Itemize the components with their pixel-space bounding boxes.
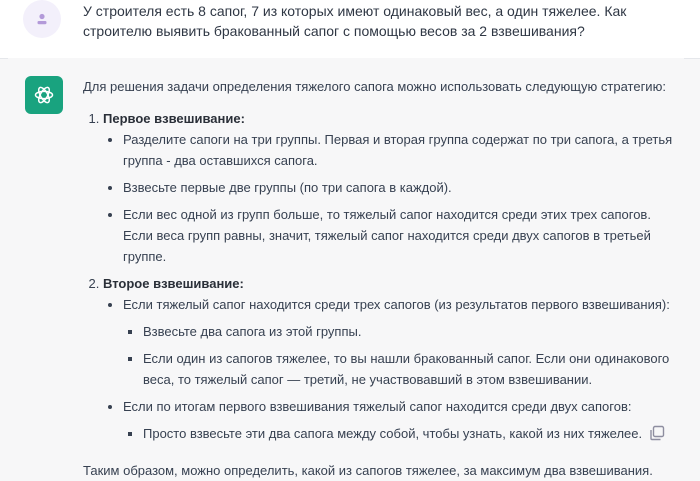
bullet-list bbox=[103, 129, 675, 267]
copy-button[interactable] bbox=[648, 424, 666, 442]
sub-bullet-item: ▪ Взвесьте два сапога из этой группы. bbox=[143, 321, 675, 342]
bullet-item: • Разделите сапоги на три группы. Первая и вторая группа содержат по три сапога, а третья группа - два оставшихся сапога. bbox=[123, 129, 675, 171]
bullet-item bbox=[123, 294, 675, 390]
bullet-list bbox=[103, 294, 675, 444]
user-message-block bbox=[0, 0, 700, 59]
copy-icon bbox=[648, 424, 666, 442]
answer-conclusion: Таким образом, можно определить, какой из сапогов тяжелее, за максимум два взвешивания. bbox=[83, 463, 653, 478]
user-message-text: У строителя есть 8 сапог, 7 из которых имеют одинаковый вес, а один тяжелее. Как строителю выявить бракованный сапог с помощью весов за 2 взвешивания? bbox=[83, 3, 627, 39]
bullet-item: • Если вес одной из групп больше, то тяжелый сапог находится среди этих трех сапогов. Если веса групп равны, значит, тяжелый сапог находится среди двух сапогов в третьей группе. bbox=[123, 204, 675, 267]
step-item bbox=[103, 108, 675, 267]
answer-intro: Для решения задачи определения тяжелого сапога можно использовать следующую стратегию: bbox=[83, 79, 666, 94]
sub-bullet-item: ▪ Если один из сапогов тяжелее, то вы нашли бракованный сапог. Если они одинакового веса, то тяжелый сапог — третий, не участвовавший в этом взвешивании. bbox=[143, 348, 675, 390]
step-title: Второе взвешивание: bbox=[103, 276, 244, 291]
step-item bbox=[103, 273, 675, 444]
bullet-item bbox=[123, 396, 675, 444]
bullet-text: Если по итогам первого взвешивания тяжелый сапог находится среди двух сапогов: bbox=[123, 399, 632, 414]
assistant-message-block bbox=[8, 58, 684, 478]
bullet-text: Если тяжелый сапог находится среди трех сапогов (из результатов первого взвешивания): bbox=[123, 297, 670, 312]
assistant-message-content bbox=[83, 76, 675, 481]
sub-bullet-list bbox=[123, 423, 675, 444]
bullet-item: • Взвесьте первые две группы (по три сапога в каждой). bbox=[123, 177, 675, 198]
steps-list bbox=[83, 108, 675, 444]
assistant-avatar bbox=[25, 76, 63, 114]
sub-bullet-list bbox=[123, 321, 675, 390]
user-avatar bbox=[23, 0, 61, 38]
openai-logo-icon bbox=[32, 83, 56, 107]
sub-bullet-item: ▪ Просто взвесьте эти два сапога между собой, чтобы узнать, какой из них тяжелее. bbox=[143, 423, 675, 444]
user-icon bbox=[34, 11, 50, 27]
step-title: Первое взвешивание: bbox=[103, 111, 245, 126]
